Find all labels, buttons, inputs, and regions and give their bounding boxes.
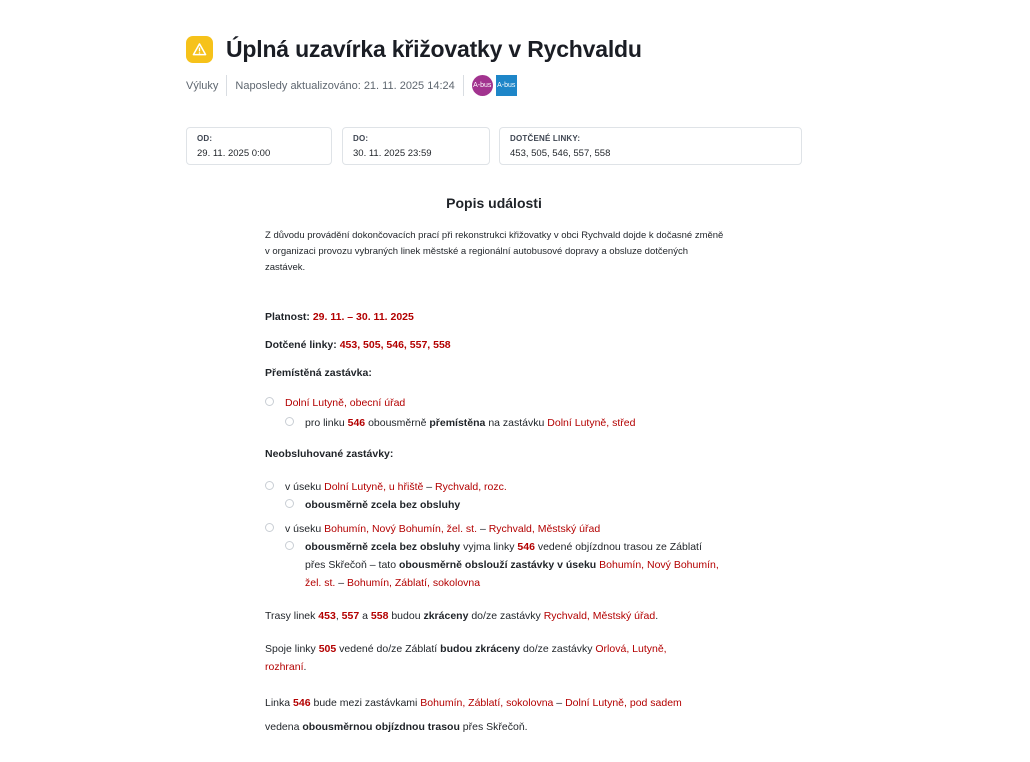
bullet-icon <box>285 499 294 508</box>
category-link[interactable]: Výluky <box>186 79 219 92</box>
line-link[interactable]: 546 <box>293 697 311 709</box>
stop-link[interactable]: Bohumín, Nový Bohumín, žel. st. <box>324 523 478 535</box>
from-value: 29. 11. 2025 0:00 <box>197 148 271 159</box>
stop-link[interactable]: Orlová, Lutyně, rozhraní <box>265 643 667 673</box>
to-value: 30. 11. 2025 23:59 <box>353 148 432 159</box>
meta-bar <box>186 75 517 96</box>
bullet-icon <box>285 417 294 426</box>
to-box <box>342 127 490 165</box>
list-item <box>265 394 725 412</box>
lines-label: DOTČENÉ LINKY: <box>510 134 581 143</box>
line-link[interactable]: 453 <box>318 610 336 622</box>
lines-box <box>499 127 802 165</box>
line-link[interactable]: 505 <box>318 643 337 655</box>
bullet-icon <box>265 481 274 490</box>
paragraph: Spoje linky 505 vedené do/ze Záblatí budou zkráceny do/ze zastávky Orlová, Lutyně, rozhraní. <box>265 643 667 673</box>
paragraph: Trasy linek 453, 557 a 558 budou zkráceny do/ze zastávky Rychvald, Městský úřad. <box>265 610 659 622</box>
list-item: v úseku Bohumín, Nový Bohumín, žel. st. – Rychvald, Městský úřad <box>265 520 725 538</box>
stop-link[interactable]: Bohumín, Záblatí, sokolovna <box>347 577 481 589</box>
abus-logo-round: A-bus <box>472 75 493 96</box>
stop-link[interactable]: Dolní Lutyně, u hřiště <box>324 481 424 493</box>
bullet-icon <box>285 541 294 550</box>
line-link[interactable]: 546 <box>517 541 535 553</box>
line-link[interactable]: 558 <box>370 610 389 622</box>
to-label: DO: <box>353 134 369 143</box>
abus-logo-square: A-bus <box>496 75 517 96</box>
stop-link[interactable]: Dolní Lutyně, obecní úřad <box>285 397 406 409</box>
stop-link[interactable]: Dolní Lutyně, pod sadem <box>565 697 682 709</box>
event-description <box>265 228 725 739</box>
stop-link[interactable]: Bohumín, Záblatí, sokolovna <box>420 697 554 709</box>
list-item: obousměrně zcela bez obsluhy <box>285 496 725 514</box>
bullet-icon <box>265 397 274 406</box>
validity-line: Platnost: 29. 11. – 30. 11. 2025 <box>265 311 414 323</box>
lines-value: 453, 505, 546, 557, 558 <box>510 148 611 159</box>
from-box <box>186 127 332 165</box>
stop-link[interactable]: Rychvald, Městský úřad <box>488 523 601 535</box>
warning-icon <box>186 36 213 63</box>
updated-timestamp: Naposledy aktualizováno: 21. 11. 2025 14:24 <box>235 79 455 92</box>
list-item: v úseku Dolní Lutyně, u hřiště – Rychvald, rozc. <box>265 478 725 496</box>
moved-heading: Přemístěná zastávka: <box>265 367 372 379</box>
unserved-heading: Neobsluhované zastávky: <box>265 448 394 460</box>
page-title: Úplná uzavírka křižovatky v Rychvaldu <box>226 36 642 62</box>
stop-link[interactable]: Bohumín, Nový Bohumín, žel. st. <box>305 559 719 589</box>
section-title: Popis události <box>446 195 542 211</box>
divider <box>463 75 464 96</box>
from-label: OD: <box>197 134 213 143</box>
page-header <box>186 36 642 63</box>
line-link[interactable]: 546 <box>347 417 366 429</box>
affected-lines-line: Dotčené linky: 453, 505, 546, 557, 558 <box>265 339 451 351</box>
stop-link[interactable]: Rychvald, rozc. <box>435 481 507 493</box>
validity-value: 29. 11. – 30. 11. 2025 <box>312 311 414 323</box>
stop-link[interactable]: Rychvald, Městský úřad <box>543 610 656 622</box>
divider <box>226 75 227 96</box>
bullet-icon <box>265 523 274 532</box>
intro-text: Z důvodu provádění dokončovacích prací při rekonstrukci křižovatky v obci Rychvald dojde k dočasné změně v organizaci provozu vybraných linek městské a regionální autobusové dopravy a obsluze dotčených zastávek. <box>265 230 724 273</box>
paragraph: Linka 546 bude mezi zastávkami Bohumín, Záblatí, sokolovna – Dolní Lutyně, pod sadem vedena obousměrnou objízdnou trasou přes Skřečoň. <box>265 697 682 733</box>
affected-lines-value: 453, 505, 546, 557, 558 <box>339 339 451 351</box>
stop-link[interactable]: Dolní Lutyně, střed <box>547 417 636 429</box>
list-item: pro linku 546 obousměrně přemístěna na zastávku Dolní Lutyně, střed <box>285 414 725 432</box>
list-item: obousměrně zcela bez obsluhy vyjma linky 546 vedené objízdnou trasou ze Záblatí přes Skřečoň – tato obousměrně obslouží zastávky v úseku Bohumín, Nový Bohumín, žel. st. – Bohumín, Záblatí, sokolovna <box>285 538 725 592</box>
line-link[interactable]: 557 <box>341 610 360 622</box>
